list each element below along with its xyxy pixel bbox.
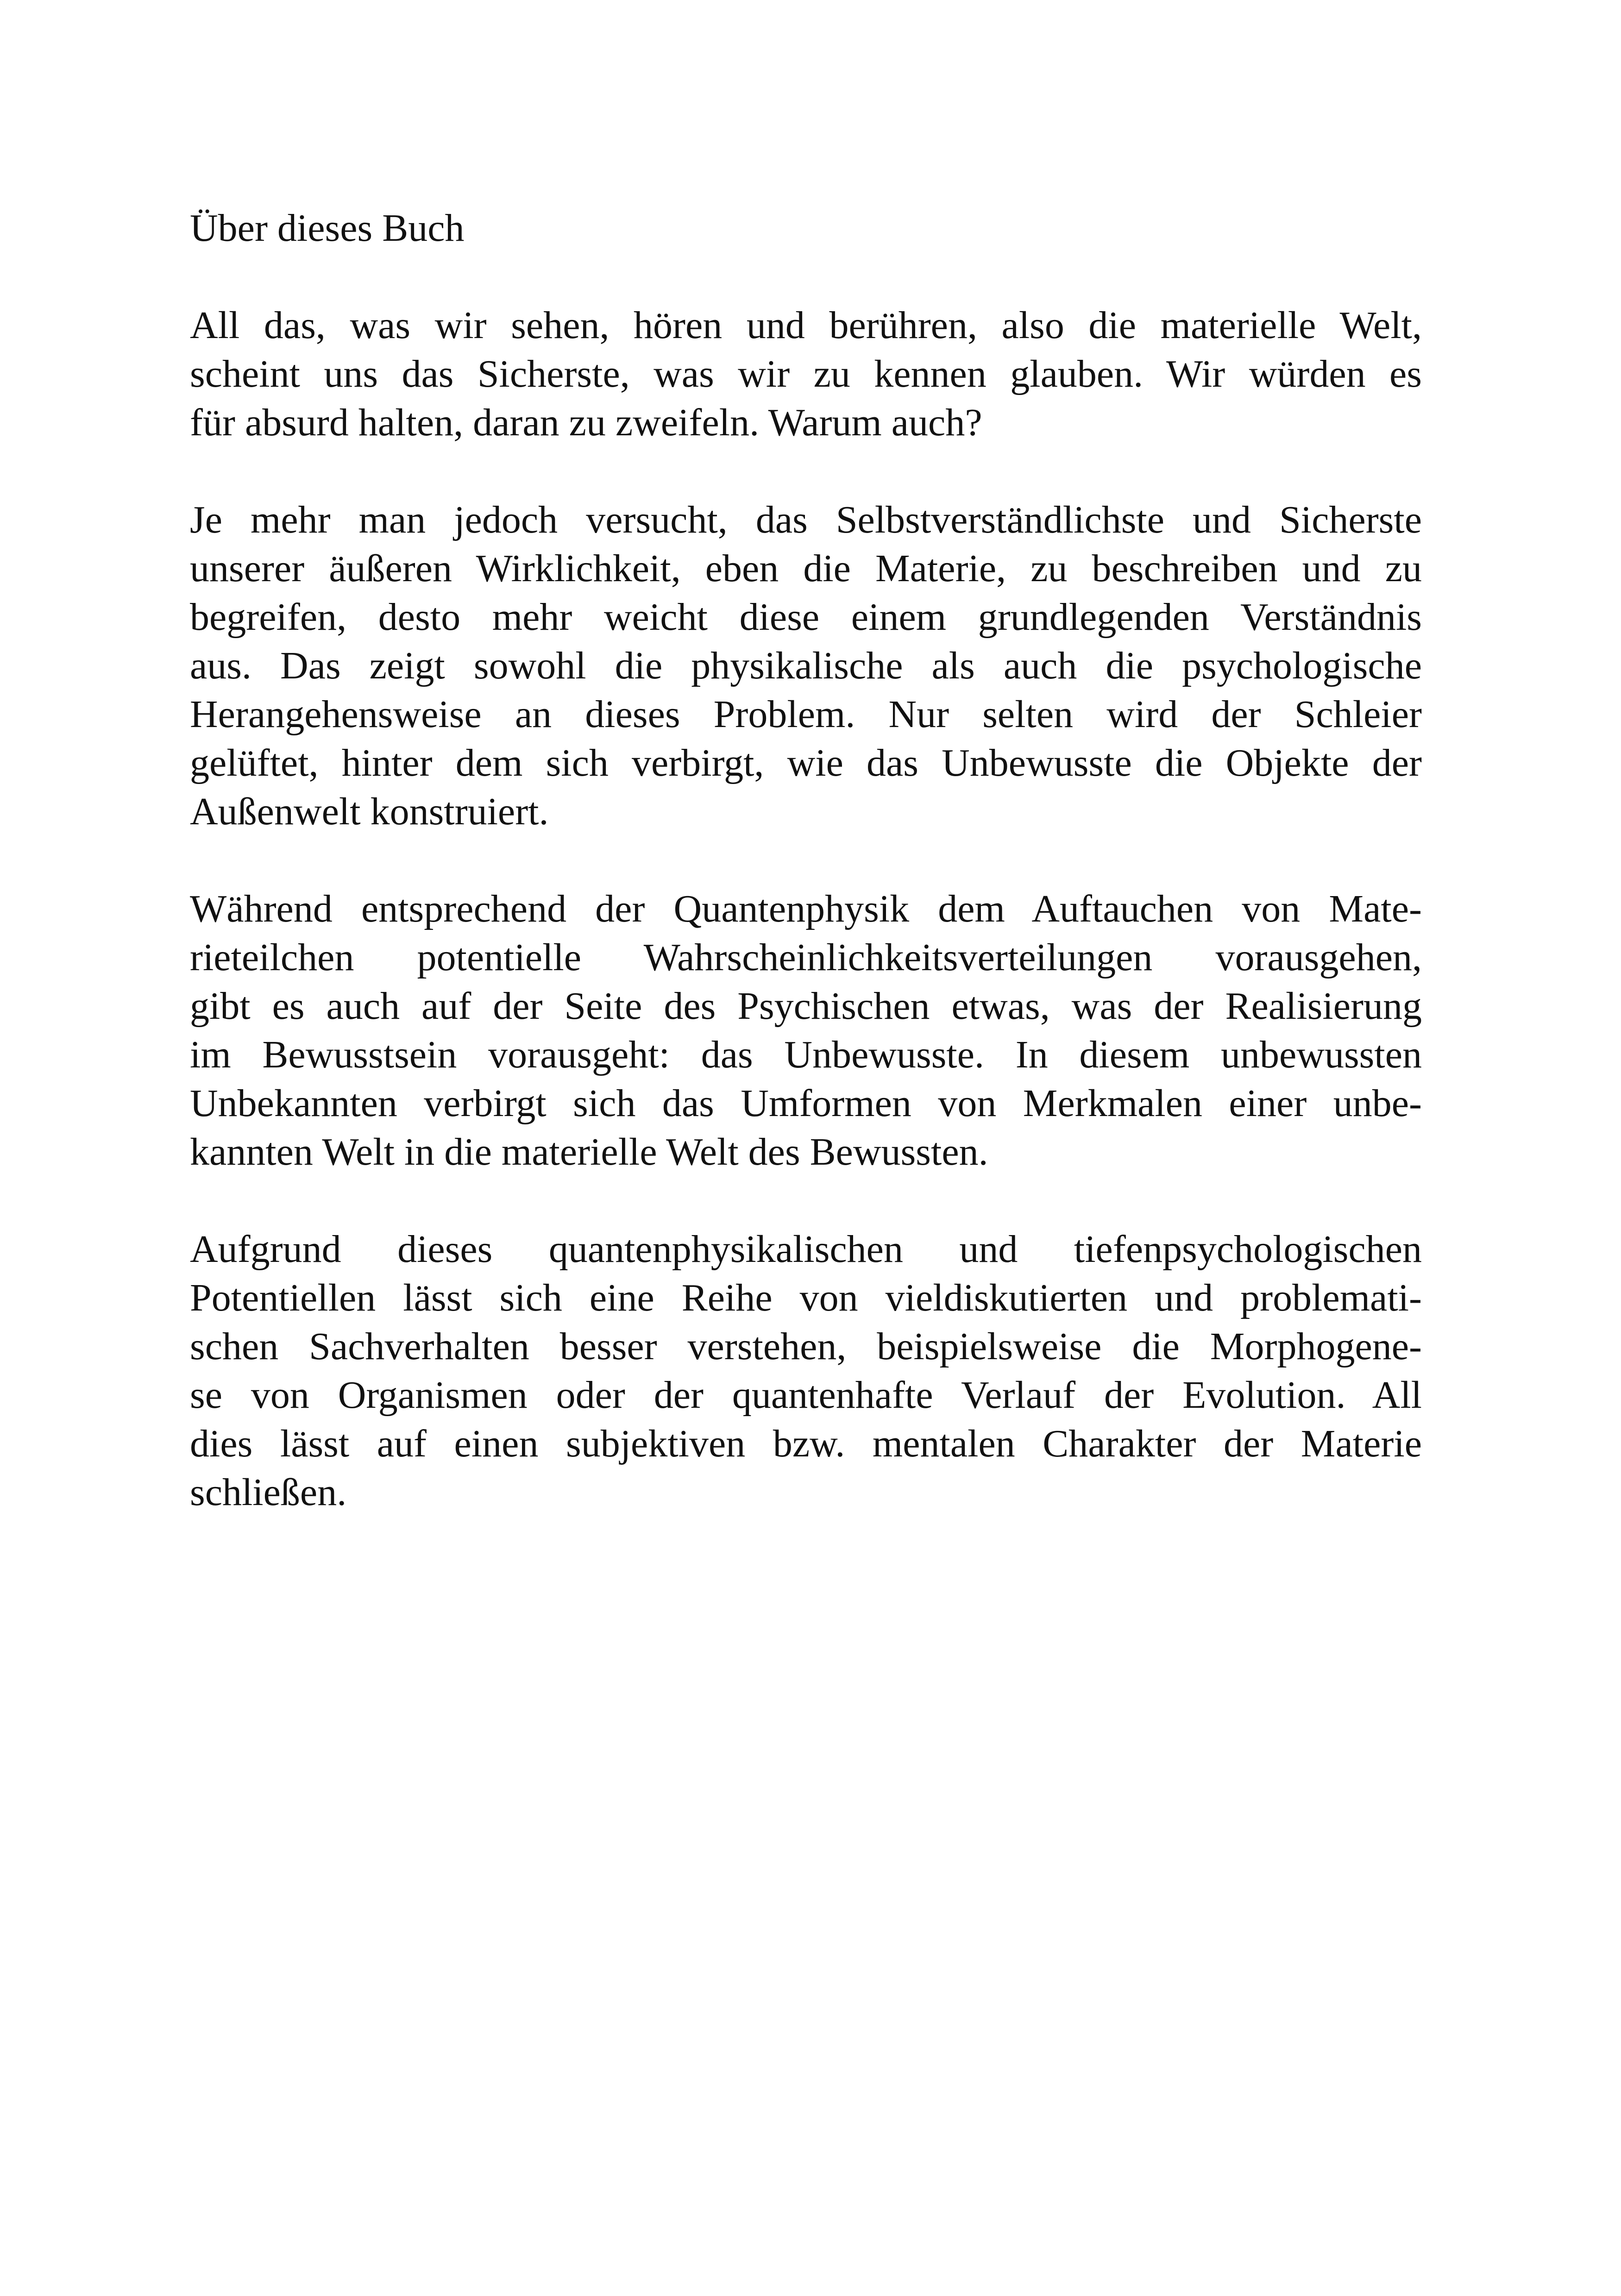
text-line: unserer äußeren Wirklichkeit, eben die Materie, zu beschreiben und zu — [190, 547, 1422, 590]
text-line: All das, was wir sehen, hören und berühren, also die materielle Welt, — [190, 304, 1422, 347]
text-line: Herangehensweise an dieses Problem. Nur selten wird der Schleier — [190, 693, 1422, 736]
paragraph-3 — [190, 885, 1422, 1176]
text-line: Je mehr man jedoch versucht, das Selbstverständlichste und Sicherste — [190, 498, 1422, 541]
text-line: scheint uns das Sicherste, was wir zu kennen glauben. Wir würden es — [190, 352, 1422, 395]
paragraph-1 — [190, 301, 1422, 447]
text-line: Unbekannten verbirgt sich das Umformen von Merkmalen einer unbe- — [190, 1082, 1422, 1125]
document-body — [190, 204, 1422, 1565]
text-line: rieteilchen potentielle Wahrscheinlichkeitsverteilungen vorausgehen, — [190, 936, 1422, 979]
text-line: Aufgrund dieses quantenphysikalischen und tiefenpsychologischen — [190, 1228, 1422, 1271]
text-line: se von Organismen oder der quantenhafte Verlauf der Evolution. All — [190, 1374, 1422, 1417]
text-line: kannten Welt in die materielle Welt des Bewussten. — [190, 1130, 988, 1173]
text-line: im Bewusstsein vorausgeht: das Unbewusste. In diesem unbewussten — [190, 1033, 1422, 1076]
paragraph-2 — [190, 496, 1422, 836]
text-line: aus. Das zeigt sowohl die physikalische als auch die psychologische — [190, 644, 1422, 687]
text-line: Außenwelt konstruiert. — [190, 790, 549, 833]
text-line: schen Sachverhalten besser verstehen, beispielsweise die Morphogene- — [190, 1325, 1422, 1368]
text-line: begreifen, desto mehr weicht diese einem grundlegenden Verständnis — [190, 596, 1422, 639]
text-line: schließen. — [190, 1471, 347, 1514]
page-title: Über dieses Buch — [190, 207, 465, 250]
paragraph-4 — [190, 1225, 1422, 1517]
text-line: für absurd halten, daran zu zweifeln. Warum auch? — [190, 401, 982, 444]
text-line: gibt es auch auf der Seite des Psychischen etwas, was der Realisierung — [190, 985, 1422, 1028]
text-line: Potentiellen lässt sich eine Reihe von vieldiskutierten und problemati- — [190, 1276, 1422, 1319]
text-line: dies lässt auf einen subjektiven bzw. mentalen Charakter der Materie — [190, 1422, 1422, 1465]
text-line: Während entsprechend der Quantenphysik dem Auftauchen von Mate- — [190, 887, 1422, 930]
text-line: gelüftet, hinter dem sich verbirgt, wie das Unbewusste die Objekte der — [190, 741, 1422, 784]
